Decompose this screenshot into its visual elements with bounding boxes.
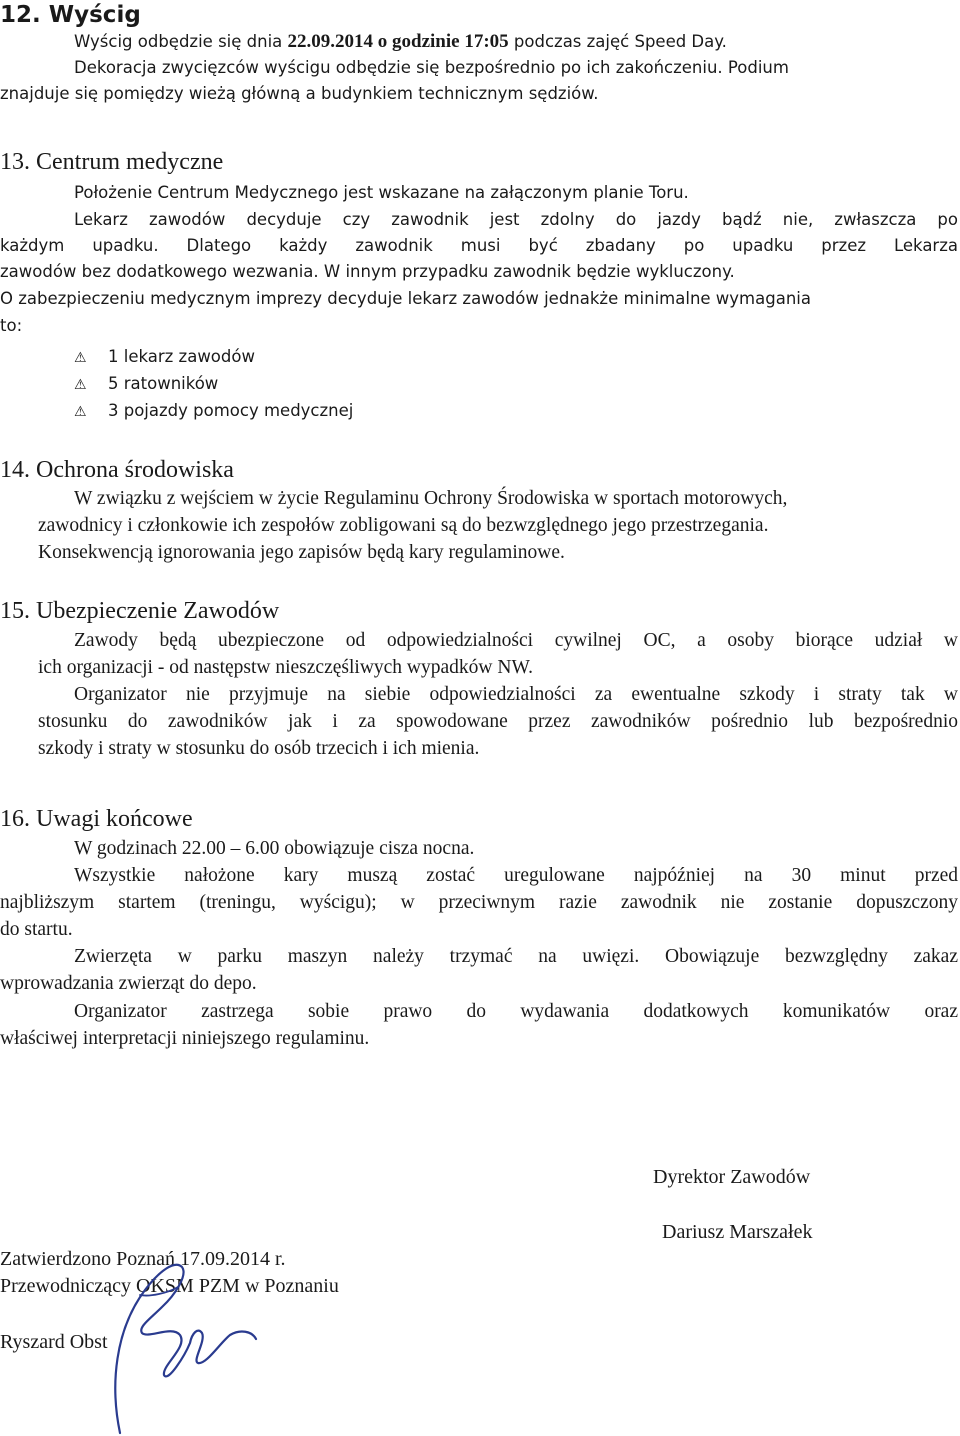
section-16-title: 16. Uwagi końcowe: [0, 806, 193, 832]
s15-line-1: Zawody będą ubezpieczone od odpowiedzialności cywilnej OC, a osoby biorące udział w: [74, 630, 958, 651]
s14-line-2: zawodnicy i członkowie ich zespołów zobligowani są do bezwzględnego jego przestrzegania.: [38, 515, 769, 536]
s15-line-2: ich organizacji - od następstw nieszczęśliwych wypadków NW.: [38, 657, 533, 678]
s12-text-c: podczas zajęć Speed Day.: [508, 32, 727, 51]
s12-text-a: Wyścig odbędzie się dnia: [74, 32, 288, 51]
s16-line-2: Wszystkie nałożone kary muszą zostać uregulowane najpóźniej na 30 minut przed: [74, 865, 958, 886]
s15-line-5: szkody i straty w stosunku do osób trzecich i ich mienia.: [38, 738, 480, 759]
s12-line-1: [74, 29, 727, 55]
bullet-text: 3 pojazdy pomocy medycznej: [108, 401, 354, 420]
s16-line-6: wprowadzania zwierząt do depo.: [0, 973, 257, 994]
s16-line-8: właściwej interpretacji niniejszego regulaminu.: [0, 1028, 370, 1049]
warning-icon: ⚠: [74, 404, 87, 420]
handwritten-signature: [80, 1235, 260, 1435]
director-title: Dyrektor Zawodów: [653, 1166, 811, 1188]
chairman-name: Ryszard Obst: [0, 1331, 108, 1353]
s16-line-3: najbliższym startem (treningu, wyścigu); w przeciwnym razie zawodnik nie zostanie dopuszczony: [0, 892, 958, 913]
s13-line-1: Położenie Centrum Medycznego jest wskazane na załączonym planie Toru.: [74, 183, 689, 202]
s16-line-7: Organizator zastrzega sobie prawo do wydawania dodatkowych komunikatów oraz: [74, 1001, 958, 1022]
bullet-item: [74, 398, 353, 425]
s13-line-3: każdym upadku. Dlatego każdy zawodnik musi być zbadany po upadku przez Lekarza: [0, 236, 958, 255]
s13-line-6: to:: [0, 316, 23, 335]
s12-line-2: Dekoracja zwycięzców wyścigu odbędzie się bezpośrednio po ich zakończeniu. Podium: [74, 58, 789, 77]
section-15-title: 15. Ubezpieczenie Zawodów: [0, 598, 280, 624]
director-name: Dariusz Marszałek: [662, 1221, 813, 1243]
section-13-title: 13. Centrum medyczne: [0, 149, 224, 175]
bullet-item: [74, 344, 255, 371]
s16-line-1: W godzinach 22.00 – 6.00 obowiązuje cisza nocna.: [74, 838, 475, 859]
s15-line-4: stosunku do zawodników jak i za spowodowane przez zawodników pośrednio lub bezpośrednio: [38, 711, 958, 732]
s15-line-3: Organizator nie przyjmuje na siebie odpowiedzialności za ewentualne szkody i straty tak w: [74, 684, 958, 705]
approval-line: Zatwierdzono Poznań 17.09.2014 r.: [0, 1248, 286, 1270]
s14-line-1: W związku z wejściem w życie Regulaminu Ochrony Środowiska w sportach motorowych,: [74, 488, 788, 509]
s13-line-2: Lekarz zawodów decyduje czy zawodnik jest zdolny do jazdy bądź nie, zwłaszcza po: [74, 210, 958, 229]
s14-line-3: Konsekwencją ignorowania jego zapisów będą kary regulaminowe.: [38, 542, 565, 563]
s16-line-4: do startu.: [0, 919, 73, 940]
section-14-title: 14. Ochrona środowiska: [0, 457, 234, 483]
s13-line-5: O zabezpieczeniu medycznym imprezy decyduje lekarz zawodów jednakże minimalne wymagania: [0, 289, 811, 308]
bullet-item: [74, 371, 218, 398]
s16-line-5: Zwierzęta w parku maszyn należy trzymać na uwięzi. Obowiązuje bezwzględny zakaz: [74, 946, 958, 967]
chairman-line: Przewodniczący OKSM PZM w Poznaniu: [0, 1275, 339, 1297]
bullet-text: 5 ratowników: [108, 374, 219, 393]
warning-icon: ⚠: [74, 350, 87, 366]
s12-line-3: znajduje się pomiędzy wieżą główną a budynkiem technicznym sędziów.: [0, 84, 599, 103]
warning-icon: ⚠: [74, 377, 87, 393]
s13-line-4: zawodów bez dodatkowego wezwania. W innym przypadku zawodnik będzie wykluczony.: [0, 262, 735, 281]
bullet-text: 1 lekarz zawodów: [108, 347, 255, 366]
s12-date: 22.09.2014 o godzinie 17:05: [287, 31, 509, 52]
section-12-title: 12. Wyścig: [0, 2, 141, 28]
